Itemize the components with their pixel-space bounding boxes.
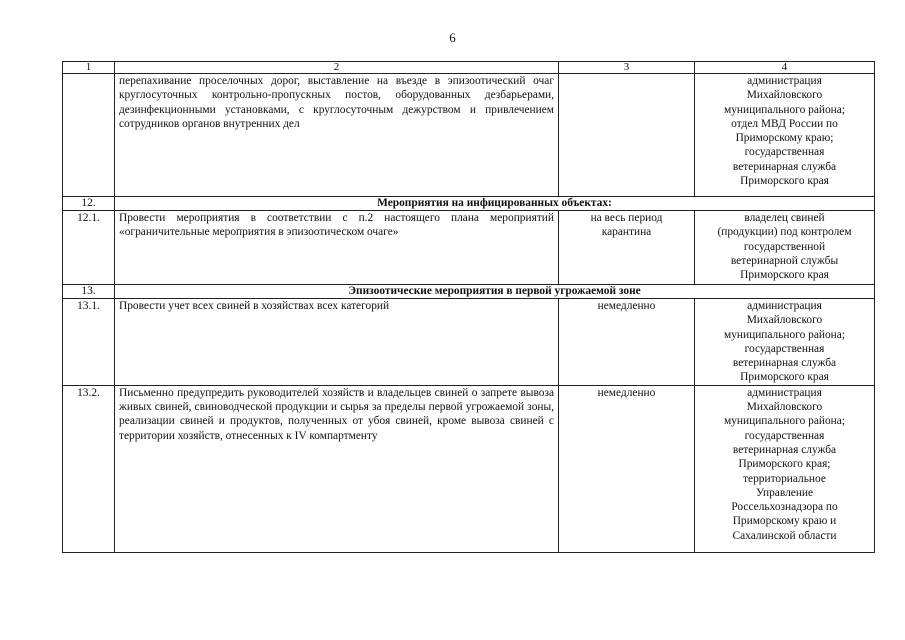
responsible-cell: администрация Михайловского муниципального района; государственная ветеринарная служба Приморского края; территориальное Управление Россельхознадзора по Приморскому краю и Сахалинской области xyxy=(695,385,875,552)
table-row xyxy=(63,211,875,285)
responsible-cell: администрация Михайловского муниципального района; государственная ветеринарная служба Приморского края xyxy=(695,299,875,386)
section-title: Мероприятия на инфицированных объектах: xyxy=(115,197,875,211)
column-header-4: 4 xyxy=(695,62,875,74)
section-row xyxy=(63,197,875,211)
section-number: 13. xyxy=(63,285,115,299)
section-number: 12. xyxy=(63,197,115,211)
row-number-cell: 13.1. xyxy=(63,299,115,386)
deadline-cell: на весь период карантина xyxy=(559,211,695,285)
column-header-1: 1 xyxy=(63,62,115,74)
row-number-cell xyxy=(63,74,115,197)
section-title: Эпизоотические мероприятия в первой угрожаемой зоне xyxy=(115,285,875,299)
description-cell: Провести учет всех свиней в хозяйствах всех категорий xyxy=(115,299,559,386)
column-header-2: 2 xyxy=(115,62,559,74)
measures-table xyxy=(62,61,875,553)
description-cell: перепахивание проселочных дорог, выставление на въезде в эпизоотический очаг круглосуточных контрольно-пропускных постов, оборудованных дезбарьерами, дезинфекционными установками, с круглосуточным дежурством и привлечением сотрудников органов внутренних дел xyxy=(115,74,559,197)
row-number-cell: 12.1. xyxy=(63,211,115,285)
page-number: 6 xyxy=(449,30,456,45)
table-row xyxy=(63,385,875,552)
table-row xyxy=(63,299,875,386)
deadline-cell: немедленно xyxy=(559,299,695,386)
description-cell: Провести мероприятия в соответствии с п.2 настоящего плана мероприятий «ограничительные мероприятия в эпизоотическом очаге» xyxy=(115,211,559,285)
responsible-cell: администрация Михайловского муниципального района; отдел МВД России по Приморскому краю; государственная ветеринарная служба Приморского края xyxy=(695,74,875,197)
deadline-cell: немедленно xyxy=(559,385,695,552)
section-row xyxy=(63,285,875,299)
deadline-cell xyxy=(559,74,695,197)
responsible-cell: владелец свиней (продукции) под контролем государственной ветеринарной службы Приморского края xyxy=(695,211,875,285)
table-row xyxy=(63,74,875,197)
table-header-row xyxy=(63,62,875,74)
row-number-cell: 13.2. xyxy=(63,385,115,552)
description-cell: Письменно предупредить руководителей хозяйств и владельцев свиней о запрете вывоза живых свиней, свиноводческой продукции и сырья за пределы первой угрожаемой зоны, реализации свиней и продуктов, полученных от убоя свиней, кроме вывоза свиней с территории хозяйств, отнесенных к IV компартменту xyxy=(115,385,559,552)
column-header-3: 3 xyxy=(559,62,695,74)
